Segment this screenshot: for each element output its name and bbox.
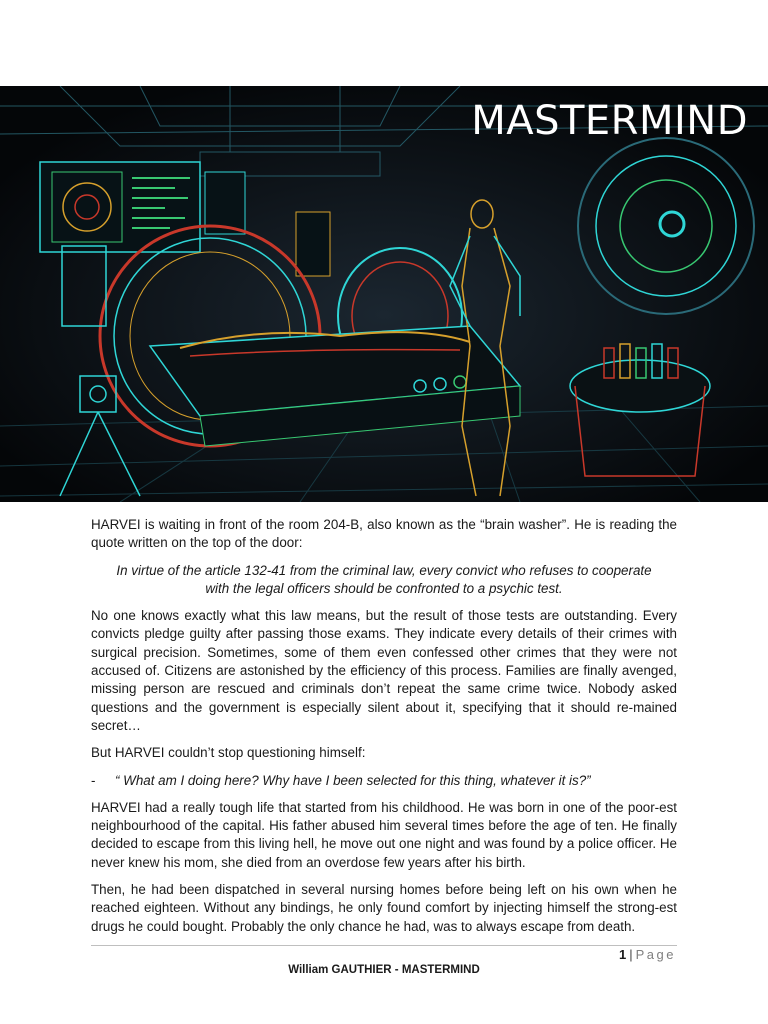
page-number: [619, 947, 676, 962]
dialogue-line: [91, 772, 677, 790]
page-number-value: 1: [619, 947, 627, 962]
paragraph: But HARVEI couldn’t stop questioning himself:: [91, 745, 366, 761]
law-quote: In virtue of the article 132-41 from the criminal law, every convict who refuses to cooperate with the legal officers should be confronted to a psychic test.: [116, 562, 652, 596]
neon-lab-illustration: [0, 86, 768, 502]
story-text: [91, 516, 677, 945]
page-number-separator: |: [629, 947, 633, 962]
paragraph: HARVEI had a really tough life that started from his childhood. He was born in one of the poor-est neighbourhood of the capital. His father abused him several times before the age of ten. He finally decided to escape from this living hell, he move out one night and was found by a police officer. He never knew his mom, she died from an overdose few years after his birth.: [91, 799, 677, 870]
cover-title: MASTERMIND: [471, 98, 748, 144]
paragraph: Then, he had been dispatched in several nursing homes before being left on his own when he reached eighteen. Without any bindings, he only found comfort by injecting himself the strong-est drugs he could bought. Probably the only chance he had, was to always escape from death.: [91, 882, 677, 934]
paragraph: No one knows exactly what this law means, but the result of those tests are outstanding. Every convicts pledge guilty after passing those exams. They indicate every details of their crimes with surgical precision. Sometimes, some of them even confessed other crimes that they were not accused of. Citizens are astonished by the efficiency of this process. Families are finally avenged, missing person are rescued and criminals don’t repeat the same crime twice. Nobody asked questions and the government is especially silent about it, specifying that it should re-mained secret…: [91, 608, 677, 733]
footer-divider: [91, 945, 677, 946]
cover-illustration: [0, 86, 768, 502]
page-label: Page: [635, 947, 676, 962]
paragraph: HARVEI is waiting in front of the room 204-B, also known as the “brain washer”. He is reading the quote written on the top of the door:: [91, 517, 677, 551]
footer-author: William GAUTHIER - MASTERMIND: [288, 964, 480, 976]
list-dash: -: [91, 772, 96, 788]
dialogue-text: “ What am I doing here? Why have I been selected for this thing, whatever it is?”: [115, 772, 591, 788]
